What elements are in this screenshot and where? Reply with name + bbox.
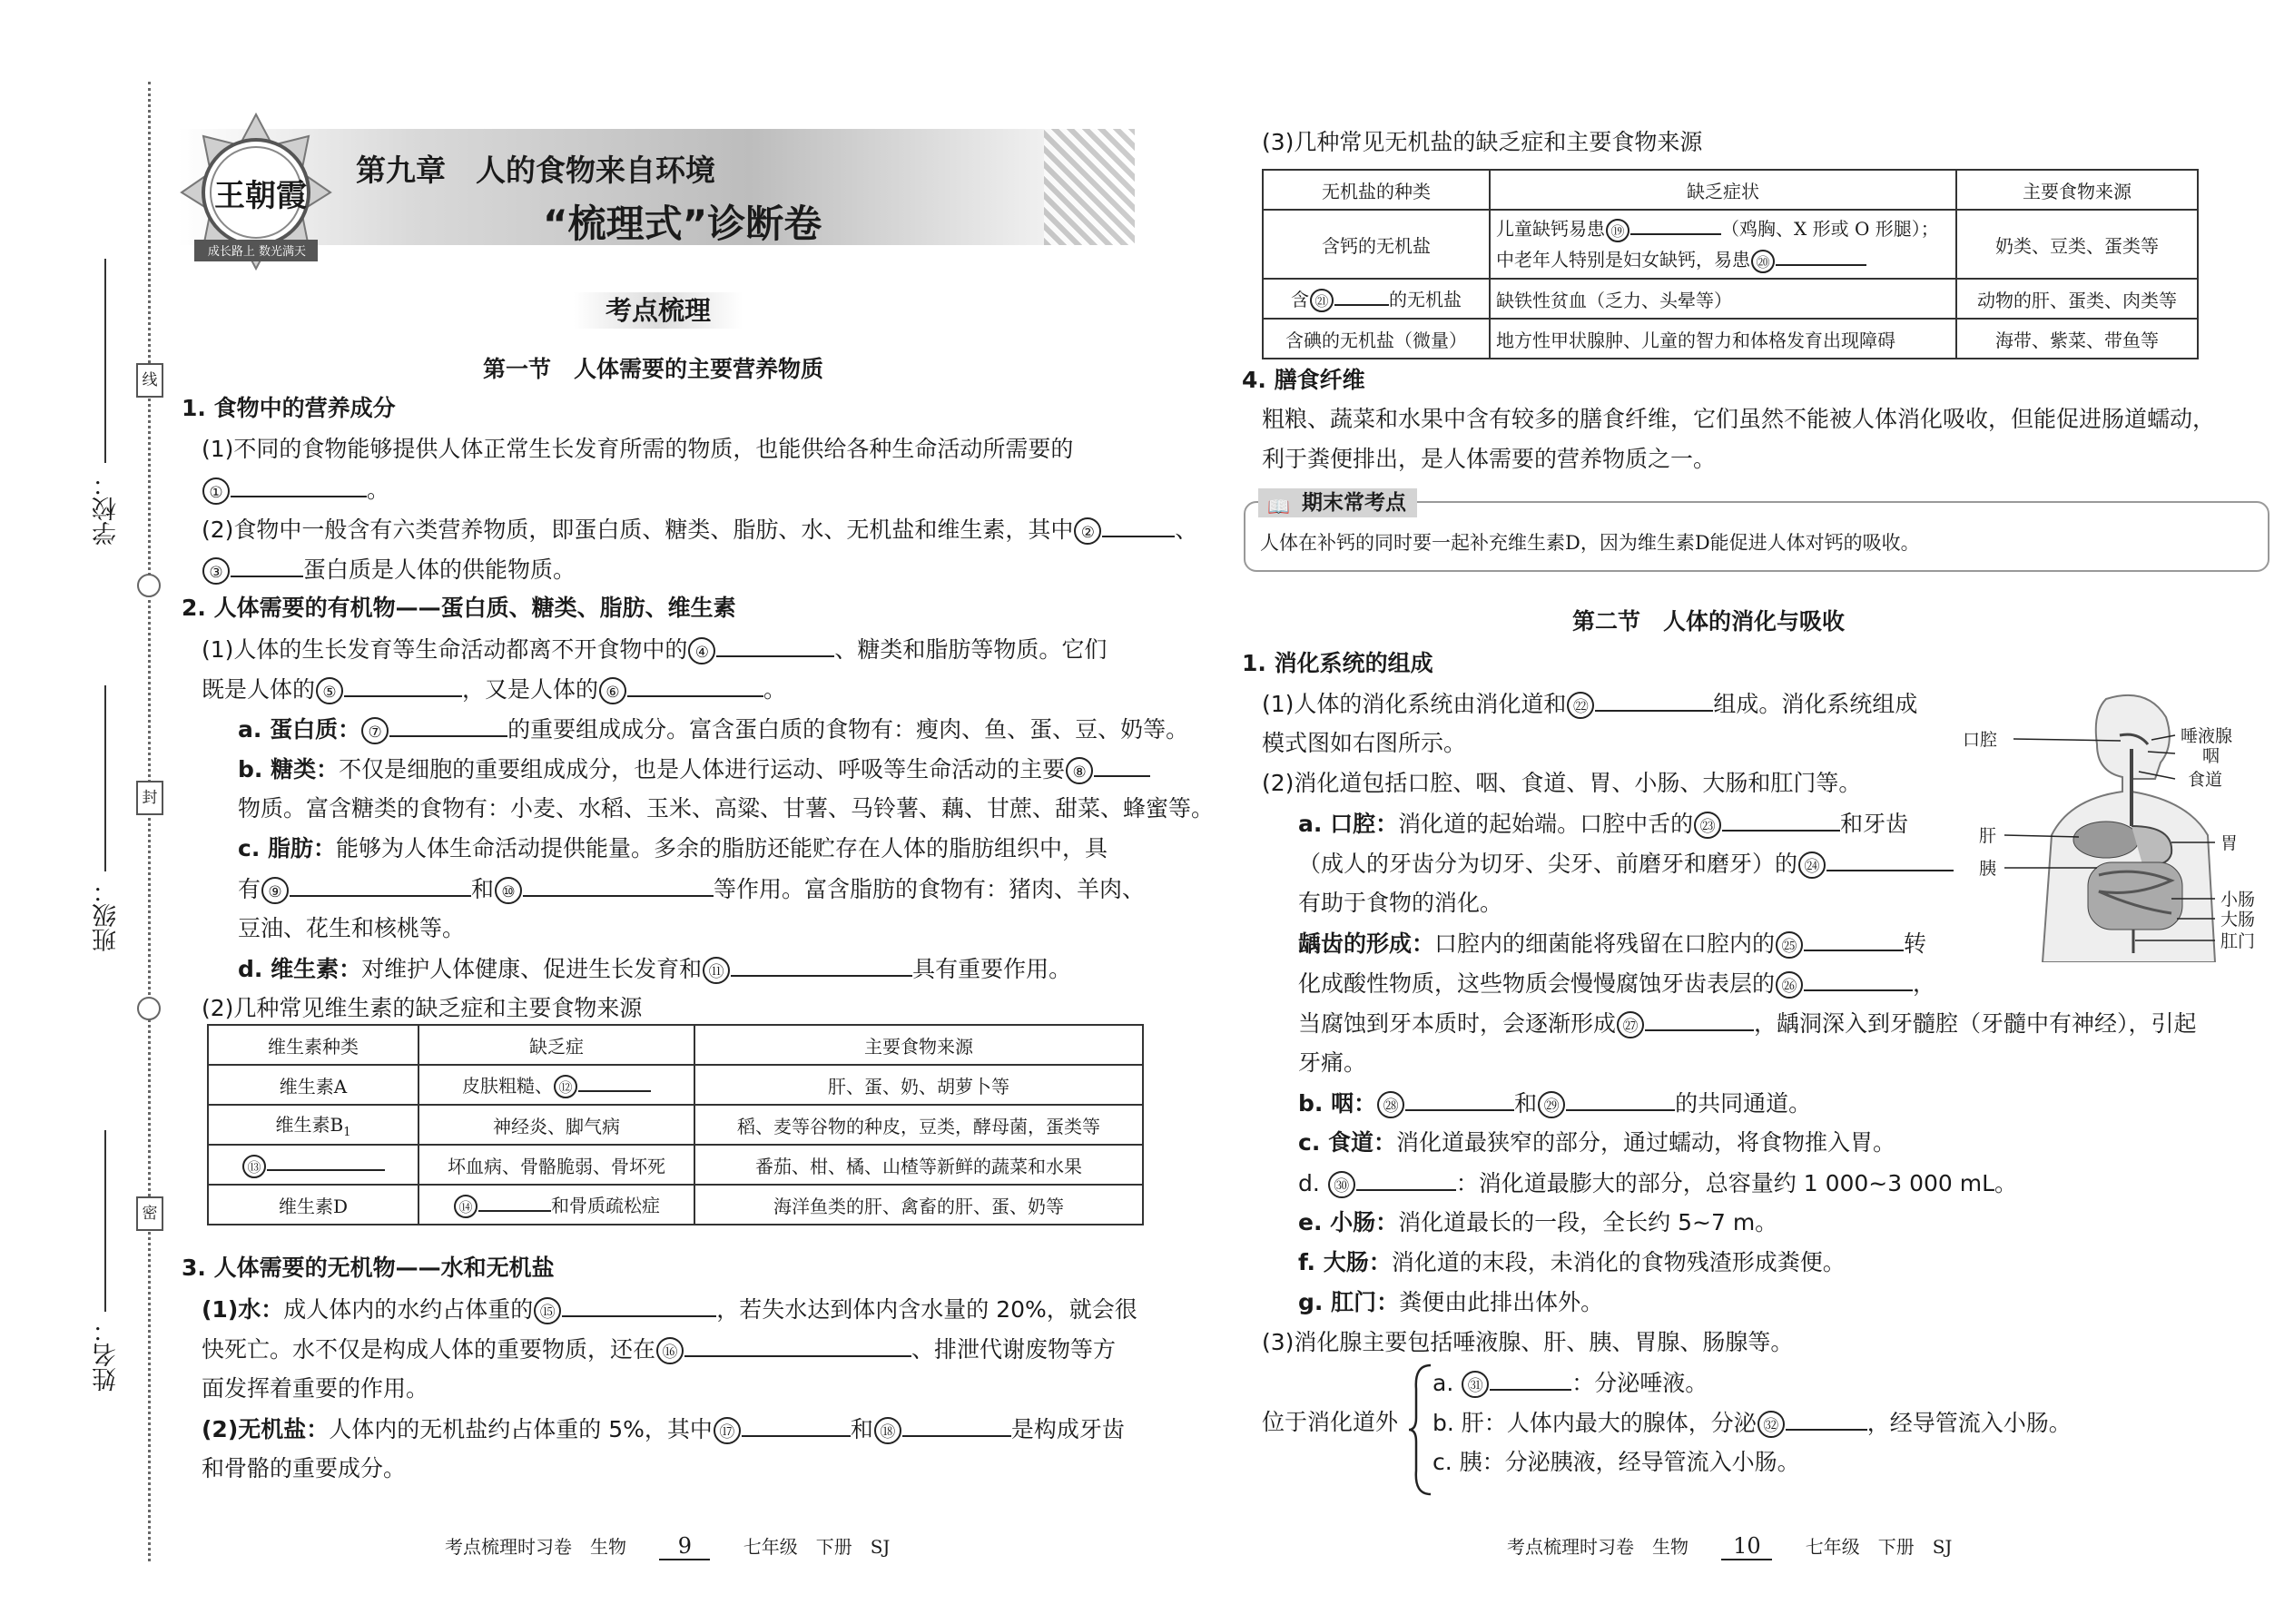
text: 成人体内的水约占体重的: [283, 1296, 534, 1323]
label: a. 蛋白质：: [238, 716, 361, 743]
answer-blank-1[interactable]: [231, 474, 367, 497]
vitamin-table: [207, 1024, 1144, 1225]
text: 维生素B: [275, 1114, 344, 1136]
blank-num: ㉓: [1694, 812, 1721, 839]
cell-line: [1496, 213, 1950, 244]
label: (1)水：: [202, 1296, 284, 1323]
text: 人体内的无机盐约占体重的 5%，其中: [329, 1416, 713, 1442]
para-sugar: [238, 753, 1150, 785]
text: （成人的牙齿分为切牙、尖牙、前磨牙和磨牙）的: [1298, 851, 1798, 877]
text: 中老年人特别是妇女缺钙，易患: [1496, 249, 1750, 271]
answer-blank-4[interactable]: [716, 634, 834, 657]
answer-blank-11[interactable]: [731, 953, 912, 977]
heading-organic: 2. 人体需要的有机物——蛋白质、糖类、脂肪、维生素: [182, 595, 736, 621]
para-esophagus: [1298, 1127, 1895, 1158]
heading-fiber: 4. 膳食纤维: [1242, 367, 1365, 393]
para-q2: (2)消化道包括口腔、咽、食道、胃、小肠、大肠和肛门等。: [1262, 770, 1862, 796]
blank-num: ①: [202, 477, 230, 505]
answer-blank-9[interactable]: [290, 873, 471, 897]
answer-blank-14[interactable]: [478, 1192, 551, 1212]
answer-blank-8[interactable]: [1094, 753, 1150, 777]
para-caries: [1298, 928, 1926, 960]
table-header: 无机盐的种类: [1263, 170, 1490, 210]
text: 的共同通道。: [1675, 1090, 1812, 1117]
right-page: [1180, 0, 2294, 1624]
blank-num: ⑰: [714, 1417, 741, 1444]
para-2b: [202, 554, 576, 586]
blank-num: ③: [202, 557, 230, 585]
label-esophagus: 食道: [2188, 770, 2223, 790]
text: (1)人体的消化系统由消化道和: [1262, 691, 1567, 717]
header-pattern: [1044, 129, 1135, 245]
page-number: 9: [659, 1533, 710, 1560]
table-cell: 坏血病、骨骼脆弱、骨坏死: [418, 1145, 694, 1185]
footer-right: [1507, 1532, 1952, 1560]
answer-blank-30[interactable]: [1356, 1167, 1456, 1191]
text: 等作用。富含脂肪的食物有：猪肉、羊肉、: [714, 876, 1146, 902]
table-row: [208, 1145, 1143, 1185]
table-header: 主要食物来源: [694, 1025, 1143, 1065]
para-q1a: [1262, 688, 1917, 720]
school-label: 学校：: [93, 472, 121, 546]
blank-num: ⑥: [599, 677, 626, 704]
label: c. 脂肪：: [238, 835, 337, 861]
blank-num: ⑭: [454, 1195, 478, 1218]
answer-blank-20[interactable]: [1776, 246, 1866, 266]
cell-line: [1496, 244, 1950, 275]
text: ，: [1913, 970, 1936, 997]
table-row: [208, 1105, 1143, 1145]
text: 能够为人体生命活动提供能量。多余的脂肪还能贮存在人体的脂肪组织中，具: [336, 835, 1108, 861]
text: 消化道最狭窄的部分，通过蠕动，将食物推入胃。: [1396, 1129, 1896, 1156]
blank-num: ㉔: [1798, 851, 1826, 879]
para-q1b: 模式图如右图所示。: [1262, 730, 1467, 756]
para-1b: [202, 474, 389, 506]
answer-blank-10[interactable]: [523, 873, 714, 897]
table-cell: 海带、紫菜、带鱼等: [1956, 319, 2198, 359]
para-mouth: [1298, 808, 1908, 840]
seal-feng: 封: [136, 781, 163, 815]
text: 儿童缺钙易患: [1496, 218, 1605, 240]
para-salt: [202, 1413, 1125, 1445]
text: 当腐蚀到牙本质时，会逐渐形成: [1298, 1010, 1617, 1037]
para-large-intestine: [1298, 1247, 1846, 1278]
label-salivary: 唾液腺: [2181, 726, 2233, 746]
text: 快死亡。水不仅是构成人体的重要物质，还在: [202, 1336, 656, 1363]
blank-num: ⑤: [316, 677, 343, 704]
text: 蛋白质是人体的供能物质。: [303, 556, 576, 583]
digestive-diagram: [1961, 690, 2288, 962]
answer-blank-21[interactable]: [1334, 286, 1389, 306]
text: ，又是人体的: [462, 676, 599, 703]
tip-box: [1244, 491, 2269, 572]
logo-text: 王朝霞: [214, 178, 307, 214]
table-row: [208, 1065, 1143, 1105]
text: 化成酸性物质，这些物质会慢慢腐蚀牙齿表层的: [1298, 970, 1776, 997]
blank-num: ⑯: [656, 1337, 684, 1364]
text: 、: [1175, 517, 1198, 543]
footer-left: [445, 1532, 890, 1560]
para-caries-4: 牙痛。: [1298, 1049, 1367, 1076]
para-caries-3: [1298, 1008, 2197, 1039]
table-cell: 奶类、豆类、蛋类等: [1956, 210, 2198, 279]
answer-blank-3[interactable]: [231, 554, 303, 577]
para-water-2: [202, 1334, 1116, 1365]
table-header: 缺乏症: [418, 1025, 694, 1065]
answer-blank-32[interactable]: [1786, 1407, 1867, 1431]
blank-num: ㉖: [1776, 971, 1803, 999]
table-cell: 番茄、柑、橘、山楂等新鲜的蔬菜和水果: [694, 1145, 1143, 1185]
answer-blank-15[interactable]: [562, 1294, 716, 1317]
text: 、排泄代谢废物等方: [911, 1336, 1117, 1363]
class-label: 班级：: [93, 879, 121, 952]
table-cell: 含碘的无机盐（微量）: [1263, 319, 1490, 359]
para-water: [202, 1294, 1137, 1325]
text: ，若失水达到体内含水量的 20%，就会很: [716, 1296, 1137, 1323]
table-header: 维生素种类: [208, 1025, 418, 1065]
para-caries-2: [1298, 968, 1935, 999]
table-cell: [418, 1065, 694, 1105]
table-row: [208, 1185, 1143, 1225]
label-anus: 肛门: [2220, 931, 2256, 951]
answer-blank-24[interactable]: [1826, 848, 1954, 871]
book-icon: 📖: [1267, 496, 1290, 517]
text: 、糖类和脂肪等物质。它们: [834, 636, 1108, 663]
label: b. 咽：: [1298, 1090, 1377, 1117]
para-3b: [202, 674, 786, 705]
blank-num: ⑫: [554, 1075, 577, 1098]
tip-label: 期末常考点: [1302, 491, 1406, 515]
blank-num: ⑲: [1606, 219, 1629, 242]
answer-blank-31[interactable]: [1490, 1367, 1571, 1391]
para-1a: [202, 434, 1073, 465]
label: g. 肛门：: [1298, 1289, 1400, 1315]
para-small-intestine: [1298, 1207, 1777, 1238]
para-salt-2: 和骨骼的重要成分。: [202, 1455, 407, 1481]
table-cell: 地方性甲状腺肿、儿童的智力和体格发育出现障碍: [1490, 319, 1956, 359]
blank-num: ⑳: [1751, 250, 1775, 273]
blank-num: ㉚: [1328, 1171, 1355, 1198]
table-cell: 肝、蛋、奶、胡萝卜等: [694, 1065, 1143, 1105]
table-cell: [418, 1185, 694, 1225]
answer-blank-23[interactable]: [1722, 808, 1840, 832]
text: （鸡胸、X 形或 O 形腿）；: [1721, 218, 1939, 240]
blank-num: ㉕: [1776, 931, 1803, 959]
para-mineral-title: (3)几种常见无机盐的缺乏症和主要食物来源: [1262, 129, 1703, 155]
subscript: 1: [343, 1126, 351, 1139]
blank-num: ㉗: [1617, 1011, 1644, 1038]
answer-blank-27[interactable]: [1645, 1008, 1754, 1031]
label: e. 小肠：: [1298, 1209, 1399, 1235]
text: ，龋洞深入到牙髓腔（牙髓中有神经），引起: [1754, 1010, 2197, 1037]
gland-b: [1433, 1407, 2072, 1439]
answer-blank-22[interactable]: [1595, 688, 1713, 712]
name-label: 姓名：: [93, 1318, 121, 1392]
para-fiber-2: 利于粪便排出，是人体需要的营养物质之一。: [1262, 446, 1717, 472]
blank-num: ⑪: [703, 957, 730, 984]
table-row: [1263, 210, 2198, 279]
para-3a: [202, 634, 1107, 665]
text: 。: [763, 676, 787, 703]
blank-num: ㉘: [1377, 1091, 1404, 1118]
label-small-intestine: 小肠: [2220, 890, 2256, 910]
heading-digestive: 1. 消化系统的组成: [1242, 650, 1433, 676]
label: d. 维生素：: [238, 956, 362, 982]
seal-xian: 线: [136, 363, 163, 398]
table-header-row: [208, 1025, 1143, 1065]
table-cell: [208, 1105, 418, 1145]
para-vitamin: [238, 953, 1071, 985]
text: 消化道最长的一段，全长约 5~7 m。: [1398, 1209, 1778, 1235]
label: c. 食道：: [1298, 1129, 1397, 1156]
para-sugar-2: 物质。富含糖类的食物有：小麦、水稻、玉米、高粱、甘薯、马铃薯、藕、甘蔗、甜菜、蜂蜜等。: [238, 795, 1215, 822]
table-header-row: [1263, 170, 2198, 210]
table-row: [1263, 319, 2198, 359]
brace-icon: [1407, 1362, 1434, 1498]
blank-num: ⑩: [495, 877, 522, 904]
label: 龋齿的形成：: [1298, 930, 1435, 957]
para-stomach: [1298, 1167, 2017, 1199]
text: ：分泌唾液。: [1571, 1370, 1708, 1396]
table-cell: [1490, 210, 1956, 279]
text: (1)不同的食物能够提供人体正常生长发育所需的物质，也能供给各种生命活动所需要的: [202, 436, 1074, 462]
text: 消化道的起始端。口腔中舌的: [1398, 811, 1694, 837]
text: ：消化道最膨大的部分，总容量约 1 000~3 000 mL。: [1455, 1170, 2018, 1196]
table-cell: 含钙的无机盐: [1263, 210, 1490, 279]
blank-num: ⑱: [874, 1417, 901, 1444]
blank-num: ⑧: [1066, 757, 1093, 784]
exam-title: “梳理式”诊断卷: [543, 202, 822, 246]
table-cell: [208, 1145, 418, 1185]
label: (2)无机盐：: [202, 1416, 330, 1442]
label-pancreas: 胰: [1979, 859, 1997, 879]
footer-text: 七年级 下册 SJ: [1805, 1536, 1953, 1558]
para-fat-2: [238, 873, 1145, 905]
text: 对维护人体健康、促进生长发育和: [361, 956, 703, 982]
publisher-logo: [174, 109, 338, 272]
table-cell: 缺铁性贫血（乏力、头晕等）: [1490, 279, 1956, 319]
text: 皮肤粗糙、: [462, 1074, 553, 1097]
footer-text: 七年级 下册 SJ: [743, 1536, 891, 1558]
label-liver: 肝: [1979, 826, 1997, 846]
text: 是构成牙齿: [1010, 1416, 1125, 1442]
label: f. 大肠：: [1298, 1249, 1392, 1275]
para-water-3: 面发挥着重要的作用。: [202, 1375, 429, 1402]
label-stomach: 胃: [2220, 833, 2239, 853]
heading-nutrients: 1. 食物中的营养成分: [182, 395, 396, 421]
label-large-intestine: 大肠: [2220, 910, 2256, 930]
blank-num: ⑬: [242, 1155, 266, 1178]
table-header: 主要食物来源: [1956, 170, 2198, 210]
para-mouth-3: 有助于食物的消化。: [1298, 890, 1503, 916]
footer-text: 考点梳理时习卷 生物: [1507, 1536, 1689, 1558]
label-pharynx: 咽: [2202, 746, 2220, 766]
answer-blank-28[interactable]: [1405, 1088, 1514, 1111]
text: 消化道的末段，未消化的食物残渣形成粪便。: [1391, 1249, 1846, 1275]
section1-title: 第一节 人体需要的主要营养物质: [483, 356, 824, 382]
para-fiber-1: 粗粮、蔬菜和水果中含有较多的膳食纤维，它们虽然不能被人体消化吸收，但能促进肠道蠕动，: [1262, 406, 2216, 432]
table-cell: 稻、麦等谷物的种皮，豆类，酵母菌，蛋类等: [694, 1105, 1143, 1145]
para-fat-3: 豆油、花生和核桃等。: [238, 915, 466, 941]
blank-num: ㉙: [1538, 1091, 1565, 1118]
text: 组成。消化系统组成: [1713, 691, 1918, 717]
answer-blank-5[interactable]: [344, 674, 462, 697]
answer-blank-26[interactable]: [1804, 968, 1913, 991]
para-fat: [238, 833, 1108, 864]
table-header: 缺乏症状: [1490, 170, 1956, 210]
para-2a: [202, 514, 1197, 546]
answer-blank-25[interactable]: [1804, 928, 1904, 951]
text: 的无机盐: [1389, 288, 1462, 310]
page-number: 10: [1721, 1533, 1772, 1560]
answer-blank-17[interactable]: [742, 1413, 851, 1437]
answer-blank-7[interactable]: [389, 714, 507, 737]
gland-c: c. 胰：分泌胰液，经导管流入小肠。: [1433, 1449, 1800, 1475]
blank-num: ㉒: [1567, 692, 1594, 719]
text: a.: [1433, 1370, 1462, 1396]
table-cell: 维生素D: [208, 1185, 418, 1225]
table-cell: 海洋鱼类的肝、禽畜的肝、蛋、奶等: [694, 1185, 1143, 1225]
table-cell: 动物的肝、蛋类、肉类等: [1956, 279, 2198, 319]
para-protein: [238, 714, 1188, 745]
text: (1)人体的生长发育等生命活动都离不开食物中的: [202, 636, 688, 663]
text: 有: [238, 876, 261, 902]
answer-blank-29[interactable]: [1566, 1088, 1675, 1111]
section-label: 考点梳理: [574, 292, 743, 329]
para-4: (2)几种常见维生素的缺乏症和主要食物来源: [202, 995, 643, 1021]
text: (2)食物中一般含有六类营养物质，即蛋白质、糖类、脂肪、水、无机盐和维生素，其中: [202, 517, 1074, 543]
blank-num: ⑨: [261, 877, 289, 904]
text: 既是人体的: [202, 676, 316, 703]
label: b. 糖类：: [238, 756, 340, 782]
answer-blank-16[interactable]: [684, 1334, 911, 1357]
text: 和: [1514, 1090, 1538, 1117]
logo-ribbon: 成长路上 数光满天: [207, 245, 307, 259]
blank-num: ⑮: [534, 1297, 561, 1324]
section2-title: 第二节 人体的消化与吸收: [1572, 608, 1846, 635]
text: 的重要组成成分。富含蛋白质的食物有：瘦肉、鱼、蛋、豆、奶等。: [507, 716, 1189, 743]
para-pharynx: [1298, 1088, 1811, 1119]
text: 粪便由此排出体外。: [1399, 1289, 1604, 1315]
text: 和: [850, 1416, 873, 1442]
para-mouth-2: [1298, 848, 1954, 880]
blank-num: ㉛: [1462, 1371, 1489, 1398]
table-cell: 神经炎、脚气病: [418, 1105, 694, 1145]
text: 不仅是细胞的重要组成成分，也是人体进行运动、呼吸等生命活动的主要: [339, 756, 1066, 782]
text: 。: [367, 477, 390, 503]
gland-a: [1433, 1367, 1708, 1399]
text: 和牙齿: [1840, 811, 1909, 837]
answer-blank-13[interactable]: [267, 1151, 385, 1171]
label-mouth: 口腔: [1963, 730, 1998, 750]
answer-blank-12[interactable]: [578, 1072, 651, 1092]
tip-header: [1258, 488, 1417, 517]
table-row: [1263, 279, 2198, 319]
text: b. 肝：人体内最大的腺体，分泌: [1433, 1410, 1757, 1436]
label: d.: [1298, 1170, 1327, 1196]
blank-num: ⑦: [361, 717, 389, 744]
text: 含: [1291, 288, 1309, 310]
blank-num: ㉜: [1757, 1411, 1785, 1438]
para-q3: (3)消化腺主要包括唾液腺、肝、胰、胃腺、肠腺等。: [1262, 1329, 1794, 1355]
text: 口腔内的细菌能将残留在口腔内的: [1434, 930, 1776, 957]
answer-blank-19[interactable]: [1630, 215, 1721, 235]
answer-blank-6[interactable]: [627, 674, 763, 697]
text: ，经导管流入小肠。: [1866, 1410, 2072, 1436]
text: 具有重要作用。: [912, 956, 1072, 982]
footer-text: 考点梳理时习卷 生物: [445, 1536, 626, 1558]
blank-num: ㉑: [1310, 289, 1334, 312]
mineral-table: [1262, 169, 2199, 359]
text: 和骨质疏松症: [551, 1194, 660, 1216]
label: a. 口腔：: [1298, 811, 1399, 837]
answer-blank-2[interactable]: [1102, 514, 1175, 537]
para-anus: [1298, 1287, 1603, 1318]
text: 和: [471, 876, 495, 902]
chapter-title: 第九章 人的食物来自环境: [356, 153, 715, 188]
glands-outside-label: 位于消化道外: [1262, 1409, 1399, 1435]
seal-mi: 密: [136, 1196, 163, 1231]
heading-inorganic: 3. 人体需要的无机物——水和无机盐: [182, 1255, 555, 1281]
blank-num: ②: [1074, 517, 1101, 545]
tip-text: 人体在补钙的同时要一起补充维生素D，因为维生素D能促进人体对钙的吸收。: [1260, 532, 1920, 554]
blank-num: ④: [688, 637, 715, 664]
table-cell: [1263, 279, 1490, 319]
answer-blank-18[interactable]: [902, 1413, 1011, 1437]
table-cell: 维生素A: [208, 1065, 418, 1105]
text: 转: [1904, 930, 1927, 957]
